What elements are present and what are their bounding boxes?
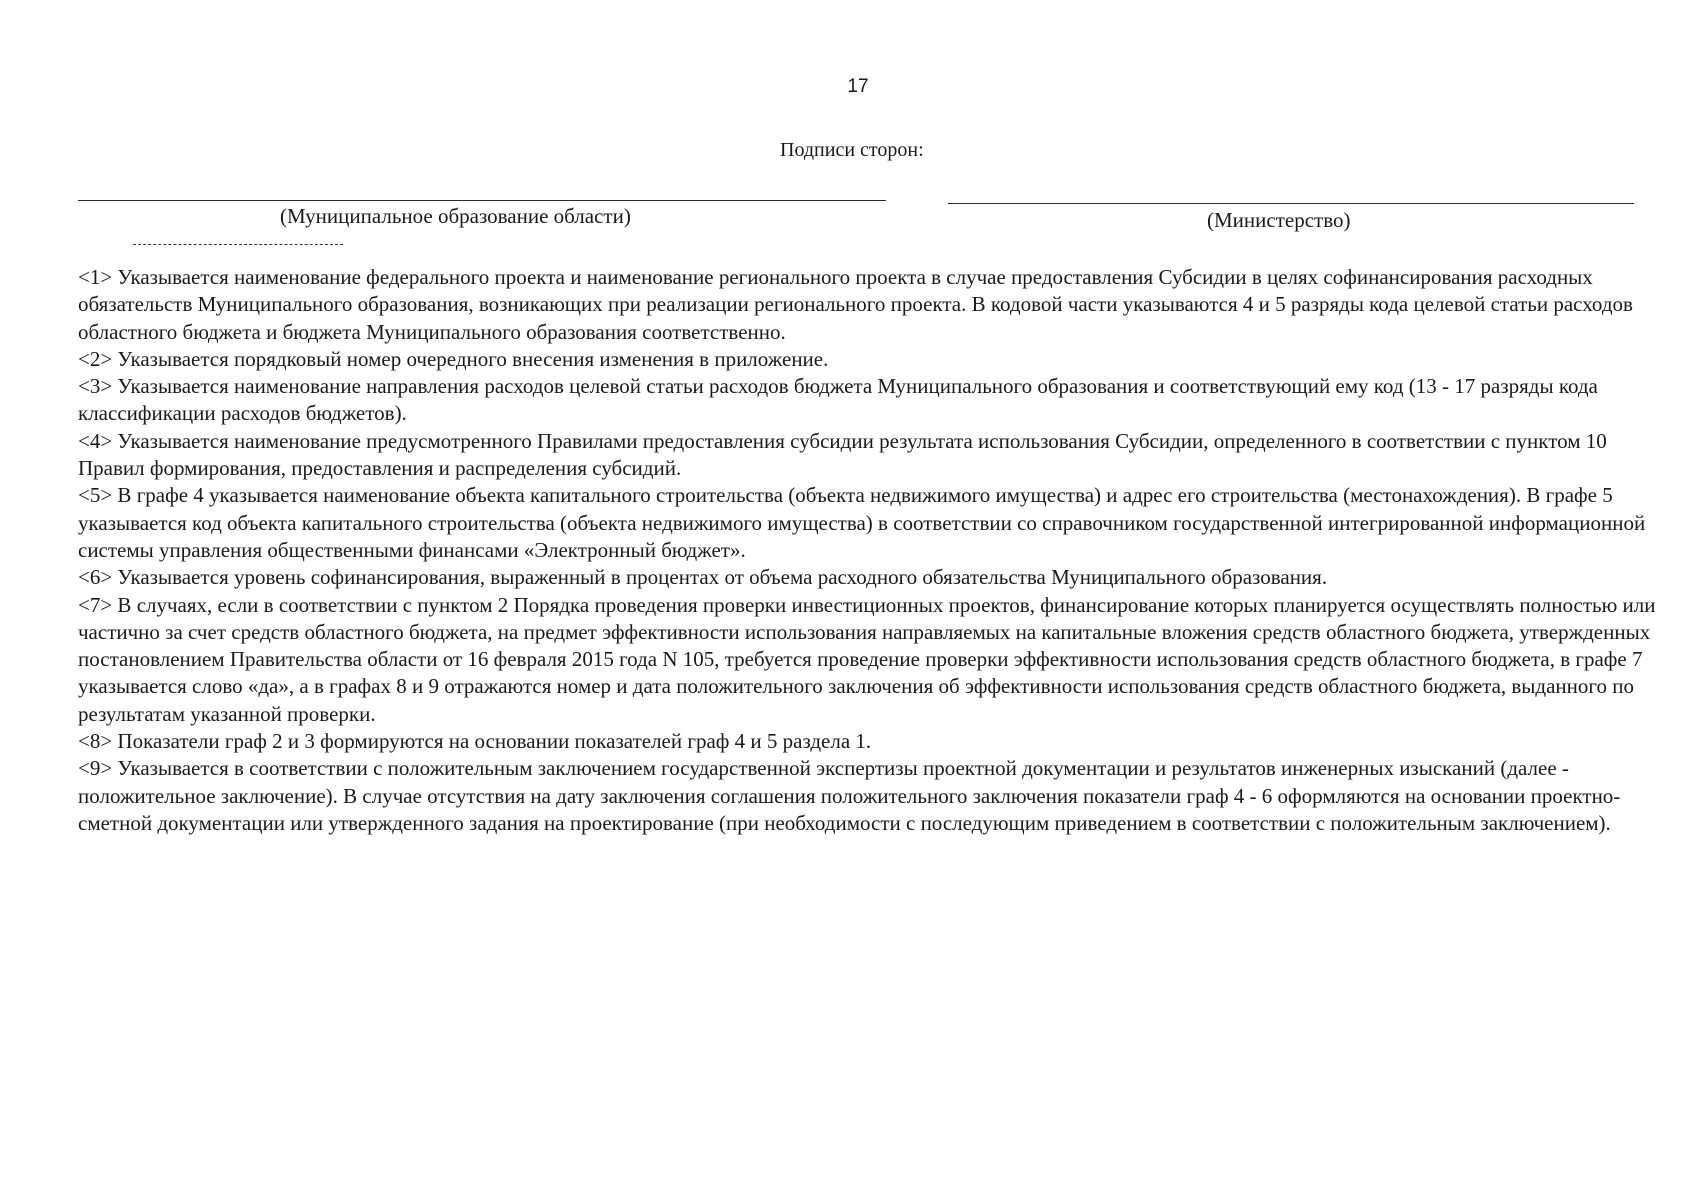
footnote-5: <5> В графе 4 указывается наименование объекта капитального строительства (объекта недвижимого имущества) и адрес его строительства (местонахождения). В графе 5 указывается код объекта капитального строительства (объекта недвижимого имущества) в соответствии со справочником государственной интегрированной информационной системы управления общественными финансами «Электронный бюджет». [78,483,1646,562]
page-number: 17 [847,76,869,97]
footnote-2: <2> Указывается порядковый номер очередного внесения изменения в приложение. [78,346,829,371]
municipality-signature-line [78,200,886,201]
municipality-signature-caption: (Муниципальное образование области) [280,204,631,228]
footnote-7: <7> В случаях, если в соответствии с пунктом 2 Порядка проведения проверки инвестиционных проектов, финансирование которых планируется осуществлять полностью или частично за счет средств областного бюджета, на предмет эффективности использования направляемых на капитальные вложения средств областного бюджета, утвержденных постановлением Правительства области от 16 февраля 2015 года N 105, требуется проведение проверки эффективности использования средств областного бюджета, в графе 7 указывается слово «да», а в графах 8 и 9 отражаются номер и дата положительного заключения об эффективности использования средств областного бюджета, выданного по результатам указанной проверки. [78,592,1656,726]
footnote-separator [133,244,343,245]
footnote-3: <3> Указывается наименование направления расходов целевой статьи расходов бюджета Муниципального образования и соответствующий ему код (13 - 17 разряды кода классификации расходов бюджетов). [78,374,1598,426]
ministry-signature-line [948,203,1634,204]
footnote-8: <8> Показатели граф 2 и 3 формируются на основании показателей граф 4 и 5 раздела 1. [78,729,872,754]
signatures-title: Подписи сторон: [780,139,924,161]
footnote-9: <9> Указывается в соответствии с положительным заключением государственной экспертизы проектной документации и результатов инженерных изысканий (далее - положительное заключение). В случае отсутствия на дату заключения соглашения положительного заключения показатели граф 4 - 6 оформляются на основании проектно-сметной документации или утвержденного задания на проектирование (при необходимости с последующим приведением в соответствии с положительным заключением). [78,756,1621,835]
footnotes-block [78,264,1658,837]
footnote-6: <6> Указывается уровень софинансирования, выраженный в процентах от объема расходного обязательства Муниципального образования. [78,565,1328,590]
footnote-1: <1> Указывается наименование федерального проекта и наименование регионального проекта в случае предоставления Субсидии в целях софинансирования расходных обязательств Муниципального образования, возникающих при реализации регионального проекта. В кодовой части указываются 4 и 5 разряды кода целевой статьи расходов областного бюджета и бюджета Муниципального образования соответственно. [78,265,1633,344]
footnote-4: <4> Указывается наименование предусмотренного Правилами предоставления субсидии результата использования Субсидии, определенного в соответствии с пунктом 10 Правил формирования, предоставления и распределения субсидий. [78,428,1607,481]
ministry-signature-caption: (Министерство) [1207,208,1351,232]
